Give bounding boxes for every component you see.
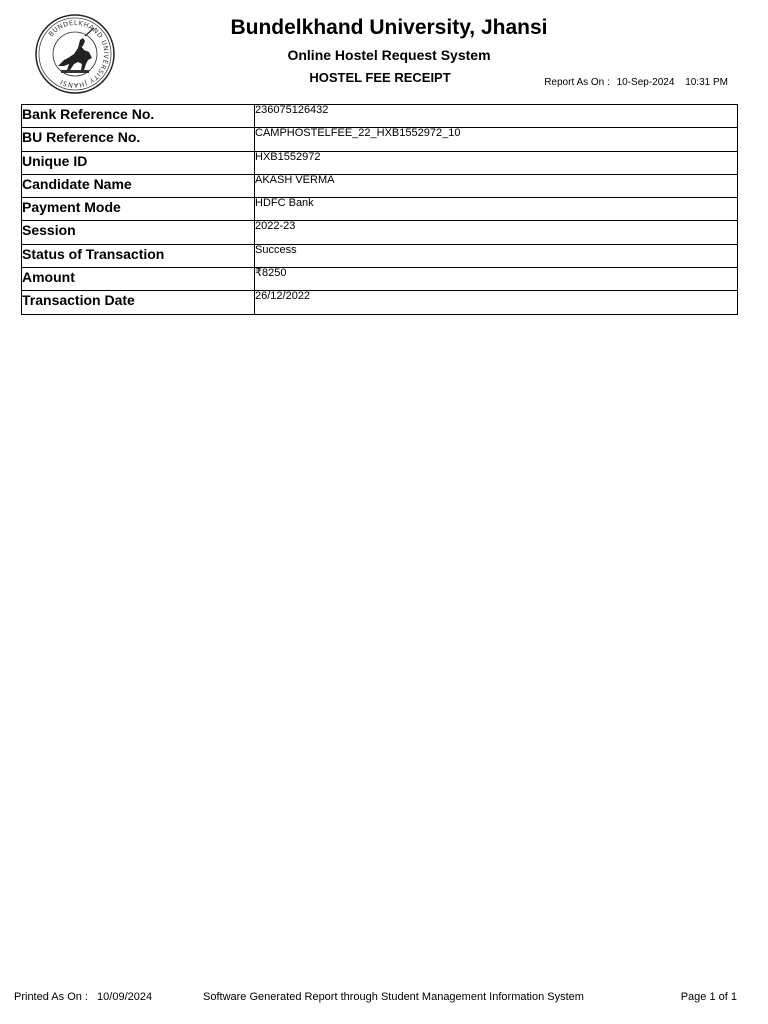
table-row xyxy=(22,151,738,174)
row-label: Status of Transaction xyxy=(22,244,255,267)
row-value: CAMPHOSTELFEE_22_HXB1552972_10 xyxy=(255,128,738,151)
receipt-title: HOSTEL FEE RECEIPT xyxy=(309,70,451,85)
row-label: BU Reference No. xyxy=(22,128,255,151)
university-name: Bundelkhand University, Jhansi xyxy=(230,16,548,39)
report-as-on xyxy=(544,77,728,88)
report-time: 10:31 PM xyxy=(685,77,728,88)
row-label: Amount xyxy=(22,268,255,291)
row-label: Candidate Name xyxy=(22,174,255,197)
row-label: Transaction Date xyxy=(22,291,255,314)
table-row xyxy=(22,268,738,291)
footer-note: Software Generated Report through Student Management Information System xyxy=(203,991,584,1003)
table-row xyxy=(22,174,738,197)
row-value: 236075126432 xyxy=(255,105,738,128)
table-row xyxy=(22,291,738,314)
svg-text:BUNDELKHAND UNIVERSITY JHANSI: BUNDELKHAND UNIVERSITY JHANSI xyxy=(46,18,111,90)
row-label: Session xyxy=(22,221,255,244)
table-row xyxy=(22,221,738,244)
row-value: 2022-23 xyxy=(255,221,738,244)
table-row xyxy=(22,128,738,151)
row-value: Success xyxy=(255,244,738,267)
system-name: Online Hostel Request System xyxy=(287,47,491,63)
printed-date: 10/09/2024 xyxy=(97,991,153,1003)
printed-as-on xyxy=(14,991,152,1003)
row-value: AKASH VERMA xyxy=(255,174,738,197)
row-label: Bank Reference No. xyxy=(22,105,255,128)
row-label: Unique ID xyxy=(22,151,255,174)
row-label: Payment Mode xyxy=(22,198,255,221)
row-value: 26/12/2022 xyxy=(255,291,738,314)
printed-label: Printed As On : xyxy=(14,991,88,1003)
report-as-on-label: Report As On : xyxy=(544,77,610,88)
row-value: HDFC Bank xyxy=(255,198,738,221)
page-number: Page 1 of 1 xyxy=(680,991,737,1003)
row-value: HXB1552972 xyxy=(255,151,738,174)
table-row xyxy=(22,244,738,267)
table-row xyxy=(22,105,738,128)
receipt-table xyxy=(21,104,738,315)
row-value: ₹8250 xyxy=(255,268,738,291)
table-row xyxy=(22,198,738,221)
report-date: 10-Sep-2024 xyxy=(616,77,675,88)
